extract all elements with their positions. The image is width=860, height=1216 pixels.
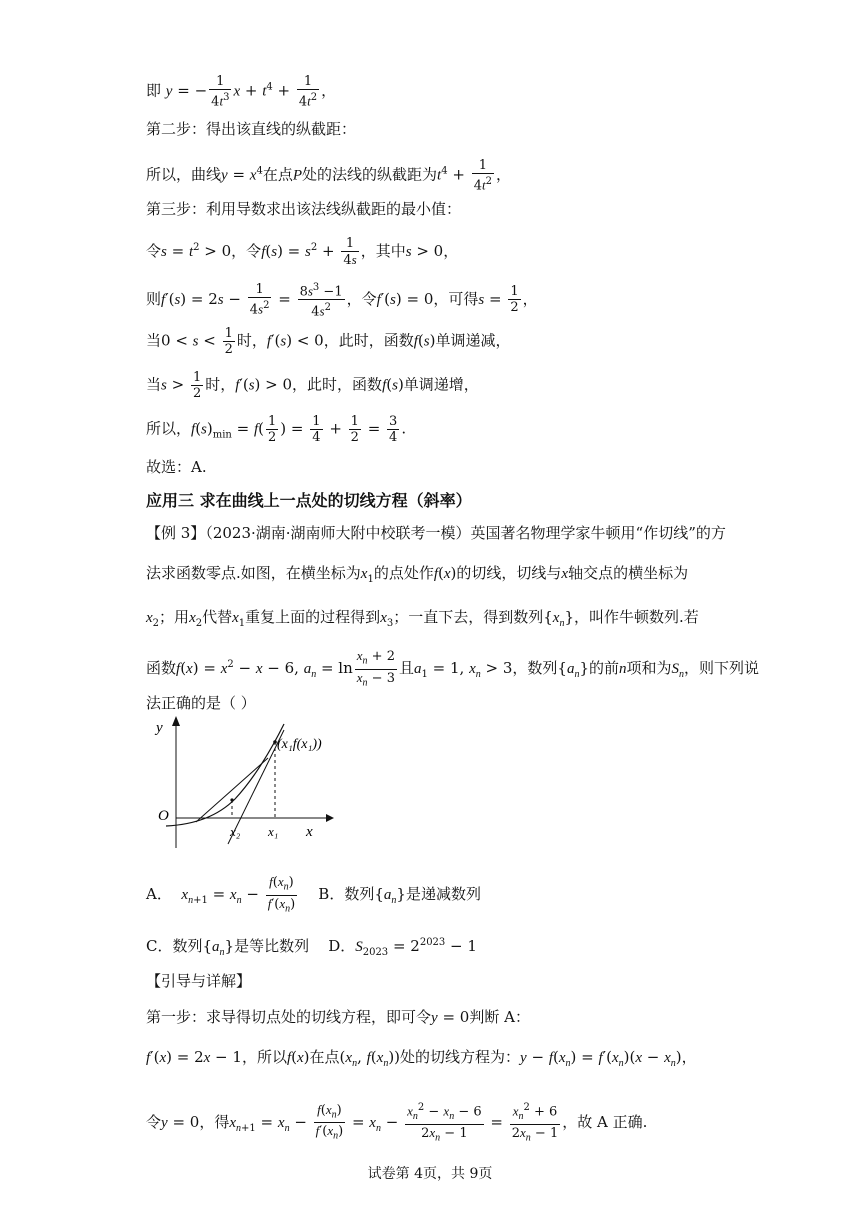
newton-method-figure [140,712,340,854]
normal-line-equation: 即 y = − $\frac{1}{4t^3}$ $x + t^4$ + $\frac{1}{4t^2}$ ， [146,74,337,110]
example-line-2: 法求函数零点.如图，在横坐标为$x_1$的点处作f(x)的切线，切线与x轴交点的横坐标为 [146,564,689,585]
origin-label: O [158,808,169,824]
guide-title: 【引导与详解】 [146,972,252,990]
decreasing-text: 当0 < s < $\frac{1}{2}$ 时，f′(s) < 0，此时，函数f(s)单调递减， [146,326,511,357]
example-line-3: $x_2$；用$x_2$代替$x_1$重复上面的过程得到$x_3$；一直下去，得到数列$\{x_n\}$，叫作牛顿数列.若 [146,608,699,629]
minimum-text: 所以，$f(s)_{min} = f$( $\frac{1}{2}$ ) = $\frac{1}{4}$ + $\frac{1}{2}$ = $\frac{3}{4}$ . [146,414,407,445]
intercept-text: 所以，曲线$y = x^4$在点P处的法线的纵截距为$t^4$ + $\frac{1}{4t^2}$ ， [146,158,511,194]
y-label: y [156,720,163,736]
page-footer: 试卷第 4页，共 9页 [367,1166,493,1182]
x2-label: x₂ [230,824,241,839]
point-label: (x₁f(x₁)) [277,737,322,752]
example-line-4: 函数$f(x) = x^2 - x - 6$, $a_n = \ln$ $\frac{x_n + 2}{x_n - 3}$ 且$a_1 = 1$, $x_n > 3$，数列$\{a_n\}$的前n项和为$S_n$，则下列说 [146,648,760,689]
x1-label: x₁ [268,824,279,839]
options-row-2: C．数列$\{a_n\}$是等比数列 D．$S_{2023} = 2^{2023} - 1$ [146,937,477,958]
derivative-text: 则f′(s) = 2s − $\frac{1}{4s^2}$ = $\frac{8s^3 -1}{4s^2}$ ，令f′(s) = 0，可得s = $\frac{1}{2}$ ， [146,282,538,320]
options-row-1: A． $x_{n+1} = x_n$ − $\frac{f(x_n)}{f'(x_n)}$ B．数列$\{a_n\}$是递减数列 [146,874,481,915]
tangent-equation: f′(x) = 2x − 1，所以f(x)在点($x_n$, $f(x_n)$)处的切线方程为：$y - f(x_n) = f'(x_n)(x - x_n)$， [146,1048,697,1069]
substitution-text: 令$s = t^2 > 0$，令$f(s) = s^2$ + $\frac{1}{4s}$ ，其中s > 0， [146,236,459,268]
step-three-text: 第三步：利用导数求出该法线纵截距的最小值： [146,200,462,218]
increasing-text: 当s > $\frac{1}{2}$ 时，f′(s) > 0，此时，函数f(s)单调递增， [146,370,479,401]
y-axis-arrow-icon [172,716,180,726]
example-line-1: 【例 3】（2023·湖南·湖南师大附中校联考一模）英国著名物理学家牛顿用“作切线”的方 [146,524,726,542]
step-two-text: 第二步：得出该直线的纵截距： [146,120,357,138]
example-line-5: 法正确的是（ ） [146,694,256,712]
tangent-point-2 [230,798,233,801]
guide-step1: 第一步：求导得切点处的切线方程，即可令y = 0判断 A： [146,1008,530,1026]
x-axis-arrow-icon [326,814,334,822]
newton-iteration: 令y = 0，得$x_{n+1} = x_n$ − $\frac{f(x_n)}{f'(x_n)}$ = $x_n$ − $\frac{x_n^2 - x_n - 6}{2x_n - 1}$ = $\frac{x_n^2 + 6}{2x_n - 1}$ ，故 A 正确. [146,1101,648,1144]
section-heading: 应用三 求在曲线上一点处的切线方程（斜率） [146,491,472,510]
answer-text: 故选：A. [146,458,207,476]
x-label: x [306,824,313,840]
curve [166,724,284,826]
